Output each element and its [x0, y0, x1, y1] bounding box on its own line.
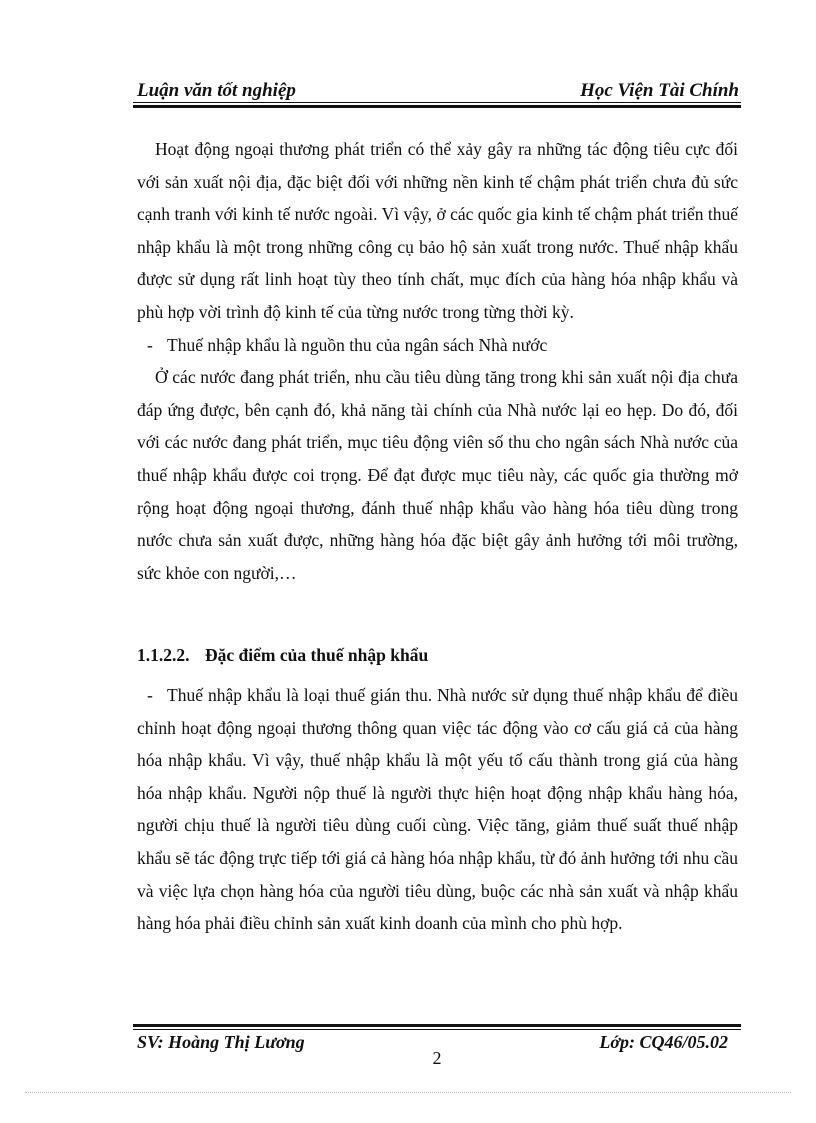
- footer-student-label: SV: Hoàng Thị Lương: [137, 1032, 305, 1052]
- bullet-text: Thuế nhập khẩu là nguồn thu của ngân sách Nhà nước: [167, 334, 548, 355]
- bullet-paragraph-text: Thuế nhập khẩu là loại thuế gián thu. Nhà nước sử dụng thuế nhập khẩu để điều chỉnh hoạt động ngoại thương thông quan việc tác động vào cơ cấu giá cả của hàng hóa nhập khẩu. Vì vậy, thuế nhập khẩu là một yếu tố cấu thành trong giá của hàng hóa nhập khẩu. Người nộp thuế là người thực hiện hoạt động nhập khẩu hàng hóa, người chịu thuế là người tiêu dùng cuối cùng. Việc tăng, giảm thuế suất thuế nhập khẩu sẽ tác động trực tiếp tới giá cả hàng hóa nhập khẩu, từ đó ảnh hưởng tới nhu cầu và việc lựa chọn hàng hóa của người tiêu dùng, buộc các nhà sản xuất và nhập khẩu hàng hóa phải điều chỉnh sản xuất kinh doanh của mình cho phù hợp.: [137, 685, 738, 934]
- paragraph-revenue: Ở các nước đang phát triển, nhu cầu tiêu dùng tăng trong khi sản xuất nội địa chưa đáp ứng được, bên cạnh đó, khả năng tài chính của Nhà nước lại eo hẹp. Do đó, đối với các nước đang phát triển, mục tiêu động viên số thu cho ngân sách Nhà nước của thuế nhập khẩu được coi trọng. Để đạt được mục tiêu này, các quốc gia thường mở rộng hoạt động ngoại thương, đánh thuế nhập khẩu vào hàng hóa tiêu dùng trong nước chưa sản xuất được, những hàng hóa đặc biệt gây ảnh hưởng tới môi trường, sức khỏe con người,…: [137, 367, 738, 583]
- page-number: 2: [432, 1048, 442, 1068]
- section-1-body: [137, 133, 738, 589]
- footer-class-label: Lớp: CQ46/05.02: [599, 1032, 728, 1052]
- section-heading: [137, 645, 428, 666]
- bullet-paragraph: [137, 679, 738, 940]
- page-boundary-line: [25, 1092, 791, 1093]
- footer-rule-thin: [133, 1029, 741, 1030]
- section-title: Đặc điểm của thuế nhập khẩu: [205, 645, 429, 665]
- paragraph-protection: Hoạt động ngoại thương phát triển có thể xảy gây ra những tác động tiêu cực đối với sản xuất nội địa, đặc biệt đối với những nền kinh tế chậm phát triển chưa đủ sức cạnh tranh với kinh tế nước ngoài. Vì vậy, ở các quốc gia kinh tế chậm phát triển thuế nhập khẩu là một trong những công cụ bảo hộ sản xuất trong nước. Thuế nhập khẩu được sử dụng rất linh hoạt tùy theo tính chất, mục đích của hàng hóa nhập khẩu và phù hợp vời trình độ kinh tế của từng nước trong từng thời kỳ.: [137, 139, 738, 322]
- bullet-dash: -: [147, 334, 153, 355]
- header-thesis-label: Luận văn tốt nghiệp: [137, 80, 296, 101]
- bullet-dash: -: [147, 685, 153, 705]
- header-institution-label: Học Viện Tài Chính: [580, 80, 739, 101]
- footer-rule-thick: [133, 1024, 741, 1027]
- section-2-body: [137, 679, 738, 940]
- section-number: 1.1.2.2.: [137, 645, 190, 665]
- header-rule-thick: [133, 105, 741, 108]
- header-rule-thin: [133, 102, 741, 103]
- bullet-item: [137, 329, 738, 362]
